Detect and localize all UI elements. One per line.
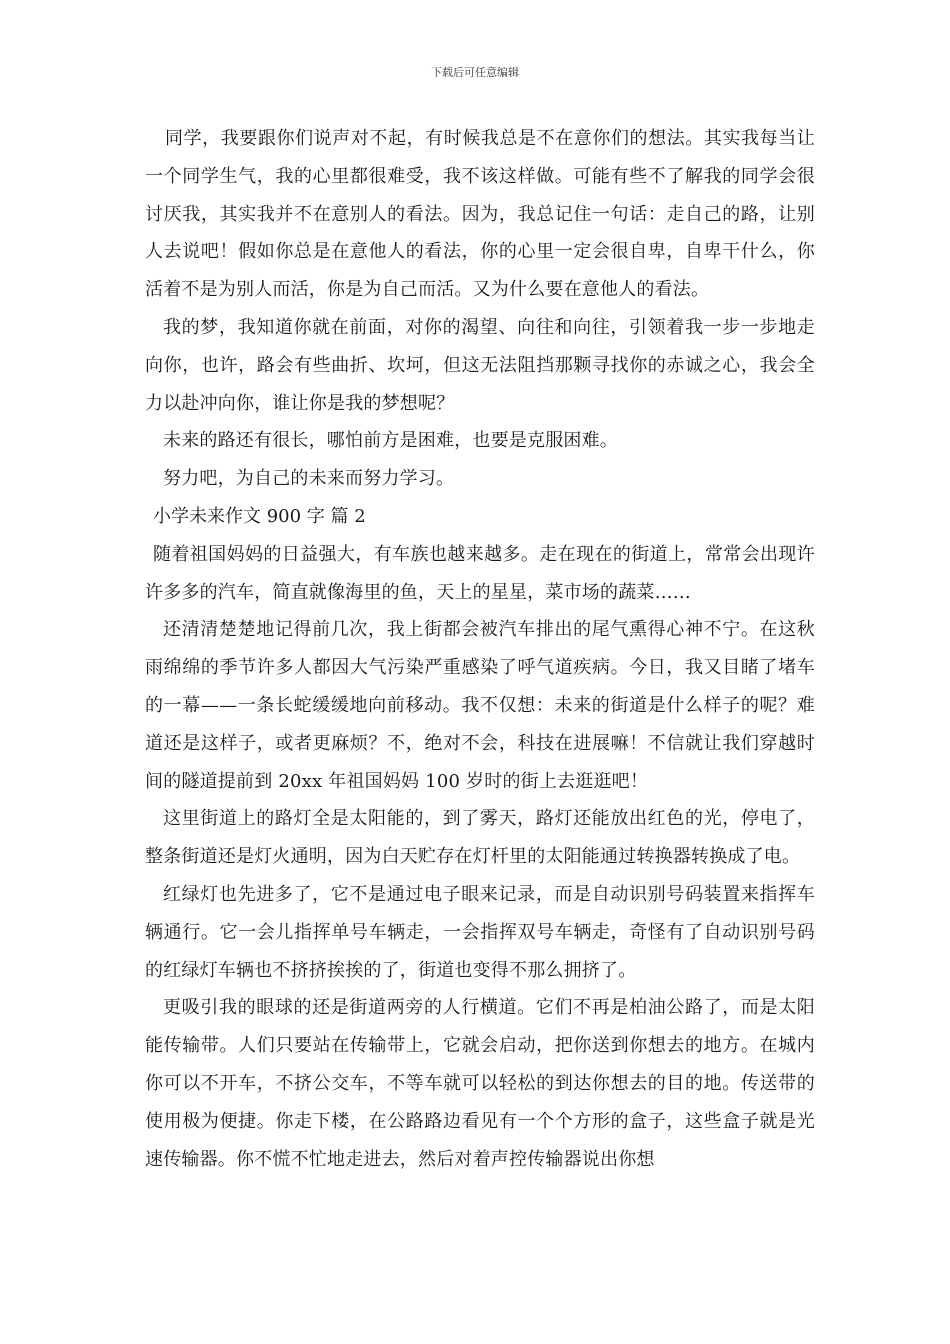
document-body — [145, 120, 815, 1178]
paragraph-traffic-lights: 红绿灯也先进多了，它不是通过电子眼来记录，而是自动识别号码装置来指挥车辆通行。它一会儿指挥单号车辆走，一会指挥双号车辆走，奇怪有了自动识别号码的红绿灯车辆也不挤挤挨挨的了，街道也变得不那么拥挤了。 — [145, 883, 815, 981]
section-title: 小学未来作文 900 字 篇 2 — [153, 505, 366, 527]
paragraph-future-road: 未来的路还有很长，哪怕前方是困难，也要是克服困难。 — [163, 430, 618, 452]
paragraph-apology: 同学，我要跟你们说声对不起，有时候我总是不在意你们的想法。其实我每当让一个同学生气，我的心里都很难受，我不该这样做。可能有些不了解我的同学会很讨厌我，其实我并不在意别人的看法。因为，我总记住一句话：走自己的路，让别人去说吧！假如你总是在意他人的看法，你的心里一定会很自卑，自卑干什么，你活着不是为别人而活，你是为自己而活。又为什么要在意他人的看法。 — [145, 128, 815, 301]
paragraph-conveyor: 更吸引我的眼球的还是街道两旁的人行横道。它们不再是柏油公路了，而是太阳能传输带。人们只要站在传输带上，它就会启动，把你送到你想去的地方。在城内你可以不开车，不挤公交车，不等车就可以轻松的到达你想去的目的地。传送带的使用极为便捷。你走下楼，在公路路边看见有一个个方形的盒子，这些盒子就是光速传输器。你不慌不忙地走进去，然后对着声控传输器说出你想 — [145, 997, 815, 1170]
paragraph-more-cars: 随着祖国妈妈的日益强大，有车族也越来越多。走在现在的街道上，常常会出现许许多多的汽车，简直就像海里的鱼，天上的星星，菜市场的蔬菜…… — [145, 543, 815, 603]
paragraph-street-lights: 这里街道上的路灯全是太阳能的，到了雾天，路灯还能放出红色的光，停电了，整条街道还是灯火通明，因为白天贮存在灯杆里的太阳能通过转换器转换成了电。 — [145, 808, 815, 868]
paragraph-dream: 我的梦，我知道你就在前面，对你的渴望、向往和向往，引领着我一步一步地走向你，也许，路会有些曲折、坎坷，但这无法阻挡那颗寻找你的赤诚之心，我会全力以赴冲向你，谁让你是我的梦想呢？ — [145, 316, 815, 414]
paragraph-work-hard: 努力吧，为自己的未来而努力学习。 — [163, 468, 455, 490]
page-header-note: 下载后可任意编辑 — [431, 66, 519, 79]
paragraph-traffic-jam: 还清清楚楚地记得前几次，我上街都会被汽车排出的尾气熏得心神不宁。在这秋雨绵绵的季节许多人都因大气污染严重感染了呼气道疾病。今日，我又目睹了堵车的一幕——一条长蛇缓缓地向前移动。我不仅想：未来的街道是什么样子的呢？难道还是这样子，或者更麻烦？不，绝对不会，科技在进展嘛！不信就让我们穿越时间的隧道提前到 20xx 年祖国妈妈 100 岁时的街上去逛逛吧！ — [145, 619, 815, 792]
